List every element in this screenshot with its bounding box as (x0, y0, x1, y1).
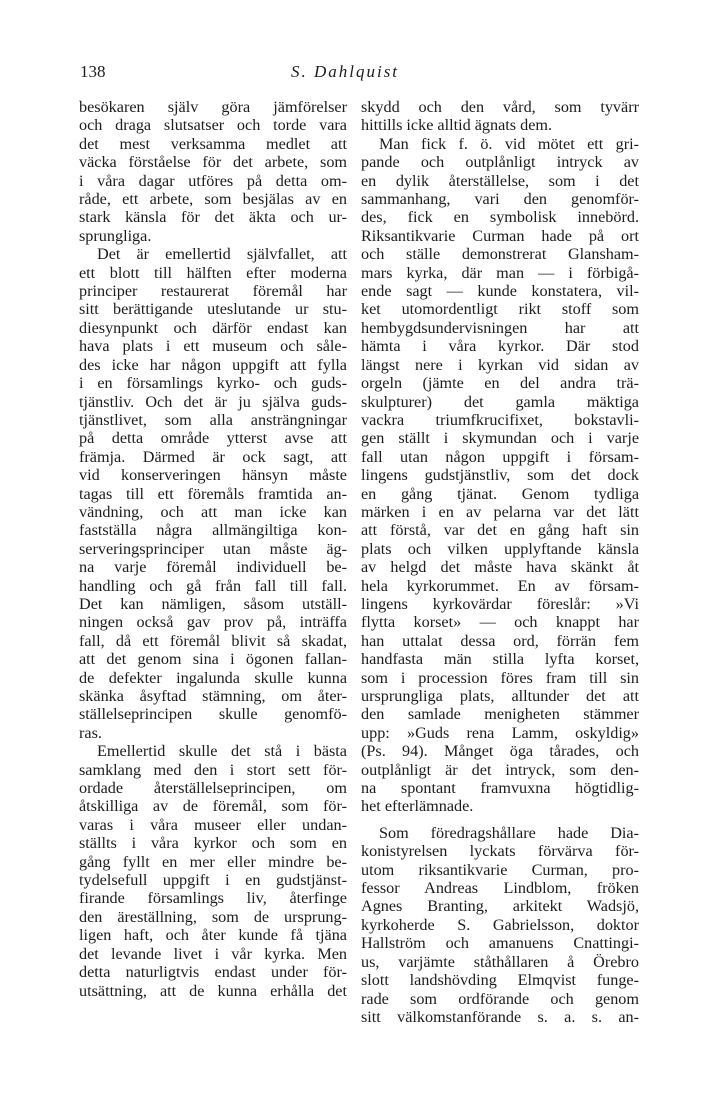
text-line: vid konserveringen hänsyn måste (79, 466, 347, 485)
text-line: i en församlings kyrko- och guds- (79, 374, 347, 393)
text-line: hava plats i ett museum och såle- (79, 337, 347, 356)
text-line: ordade återställelseprincipen, om (79, 779, 347, 798)
text-line: Hallström och amanuens Cnattingi- (361, 934, 639, 953)
text-line: ursprungliga plats, alltunder det att (361, 687, 639, 705)
text-line: ningen också gav prov på, inträffa (79, 613, 347, 632)
text-line: diesynpunkt och därför endast kan (79, 318, 347, 337)
text-line: sitt berättigande uteslutande ur stu- (79, 300, 347, 319)
text-line: märken i en av pelarna var det lätt (361, 502, 639, 521)
text-line: na spontant framvuxna högtidlig- (361, 779, 639, 798)
text-line: Riksantikvarie Curman hade på ort (361, 226, 639, 245)
text-line: outplånligt är det intryck, som den- (361, 760, 639, 779)
text-line: stark känsla för det äkta och ur- (79, 208, 347, 227)
text-line: Agnes Branting, arkitekt Wadsjö, (361, 897, 639, 916)
text-line: gång fyllt en mer eller mindre be- (79, 852, 347, 871)
text-line: utsättning, att de kunna erhålla det (79, 981, 347, 1000)
paragraph (79, 98, 347, 245)
text-line: av helgd det måste hava skänkt åt (361, 558, 639, 577)
text-line: (Ps. 94). Månget öga tårades, och (361, 742, 639, 761)
text-line: skulpturer) det gamla mäktiga (361, 392, 639, 411)
paragraph (361, 824, 639, 1026)
paragraph (79, 245, 347, 742)
right-column (361, 98, 639, 1026)
text-line: tjänstliv. Och det är ju själva guds- (79, 392, 347, 411)
text-line: skydd och den vård, som tyvärr (361, 98, 639, 116)
paragraph (361, 98, 639, 135)
text-line: samklang med den i stort sett för- (79, 760, 347, 779)
text-line: gen ställt i skymundan och i varje (361, 429, 639, 448)
text-line: Det är emellertid självfallet, att (97, 245, 347, 264)
text-line: principer restaurerat föremål har (79, 282, 347, 301)
paragraph-gap (361, 816, 639, 824)
text-line: en dylik återställelse, som i det (361, 171, 639, 190)
text-line: lingens kyrkovärdar föreslår: »Vi (361, 594, 639, 613)
text-line: detta naturligtvis endast under för- (79, 963, 347, 982)
text-line: väcka förståelse för det arbete, som (79, 153, 347, 172)
text-line: hämta i våra kyrkor. Där stod (361, 337, 639, 356)
text-line: orgeln (jämte en del andra trä- (361, 374, 639, 393)
running-head: S. Dahlquist (290, 62, 400, 81)
text-line: besökaren själv göra jämförelser (79, 98, 347, 116)
text-line: i våra dagar utföres på detta om- (79, 171, 347, 190)
text-line: us, varjämte ståthållaren å Örebro (361, 952, 639, 971)
text-line: och ställe demonstrerat Glansham- (361, 245, 639, 264)
text-line: plats och vilken upplyftande känsla (361, 539, 639, 558)
text-line: pande och outplånligt intryck av (361, 153, 639, 172)
text-line: handling och gå från fall till fall. (79, 576, 347, 595)
text-line: slott landshövding Elmqvist funge- (361, 971, 639, 990)
text-line: åtskilliga av de föremål, som för- (79, 797, 347, 816)
text-line: längst nere i kyrkan vid sidan av (361, 355, 639, 374)
text-line: främja. Därmed är ock sagt, att (79, 447, 347, 466)
text-line: fastställa några allmängiltiga kon- (79, 521, 347, 540)
text-line: fessor Andreas Lindblom, fröken (361, 879, 639, 898)
text-line: handfasta män stilla lyfta korset, (361, 650, 639, 669)
text-line: den äreställning, som de ursprung- (79, 907, 347, 926)
text-line: na varje föremål individuell be- (79, 558, 347, 577)
text-line: och draga slutsatser och torde vara (79, 116, 347, 135)
text-line: skänka åsyftad stämning, om åter- (79, 687, 347, 705)
text-line: upp: »Guds rena Lamm, oskyldig» (361, 723, 639, 742)
text-line: sitt välkomstanförande s. a. s. an- (361, 1007, 639, 1026)
text-line: het efterlämnade. (361, 797, 474, 816)
text-line: det levande livet i vår kyrka. Men (79, 944, 347, 963)
text-line: kyrkoherde S. Gabrielsson, doktor (361, 915, 639, 934)
text-line: ras. (79, 723, 102, 742)
text-line: ende sagt — kunde konstatera, vil- (361, 282, 639, 301)
text-line: ket utomordentligt rikt stoff som (361, 300, 639, 319)
text-line: Som föredragshållare hade Dia- (379, 823, 639, 842)
text-line: des icke har någon uppgift att fylla (79, 355, 347, 374)
text-line: det mest verksamma medlet att (79, 134, 347, 153)
text-line: ställts i våra kyrkor och som en (79, 834, 347, 853)
text-line: tagas till ett föremåls framtida an- (79, 484, 347, 503)
text-line: flytta korset» — och knappt har (361, 613, 639, 632)
text-line: råde, ett arbete, som besjälas av en (79, 190, 347, 209)
text-line: de defekter ingalunda skulle kunna (79, 668, 347, 687)
text-line: fall utan någon uppgift i försam- (361, 447, 639, 466)
text-line: på detta område ytterst avse att (79, 429, 347, 448)
text-line: Emellertid skulle det stå i bästa (97, 742, 347, 761)
text-line: Det kan nämligen, såsom utställ- (79, 594, 347, 613)
text-line: mars kyrka, där man — i förbigå- (361, 263, 639, 282)
left-column (79, 98, 347, 1000)
text-line: rade som ordförande och genom (361, 989, 639, 1008)
text-line: han uttalat dessa ord, förrän fem (361, 631, 639, 650)
text-line: ett blott till hälften efter moderna (79, 263, 347, 282)
text-line: den samlade menigheten stämmer (361, 705, 639, 724)
text-line: hembygdsundervisningen har att (361, 318, 639, 337)
text-line: Man fick f. ö. vid mötet ett gri- (379, 134, 639, 153)
text-line: hela kyrkorummet. En av försam- (361, 576, 639, 595)
page-number: 138 (80, 62, 106, 81)
text-line: att förstå, var det en gång haft sin (361, 521, 639, 540)
text-line: tydelsefull uppgift i en gudstjänst- (79, 871, 347, 890)
text-line: en gång tjänat. Genom tydliga (361, 484, 639, 503)
paragraph (361, 135, 639, 816)
text-line: fall, då ett föremål blivit så skadat, (79, 631, 347, 650)
text-line: konistyrelsen lyckats förvärva för- (361, 842, 639, 861)
text-line: sammanhang, vari den genomför- (361, 190, 639, 209)
text-line: lingens gudstjänstliv, som det dock (361, 466, 639, 485)
text-line: vändning, och att man icke kan (79, 502, 347, 521)
paragraph (79, 742, 347, 1000)
text-line: firande församlings liv, återfinge (79, 889, 347, 908)
text-line: att det genom sina i ögonen fallan- (79, 650, 347, 669)
text-line: varas i våra museer eller undan- (79, 815, 347, 834)
text-line: ställelseprincipen skulle genomfö- (79, 705, 347, 724)
text-line: utom riksantikvarie Curman, pro- (361, 860, 639, 879)
text-line: ligen haft, och åter kunde få tjäna (79, 926, 347, 945)
text-line: vackra triumfkrucifixet, bokstavli- (361, 410, 639, 429)
text-line: des, fick en symbolisk innebörd. (361, 208, 639, 227)
text-line: hittills icke alltid ägnats dem. (361, 116, 553, 135)
text-line: serveringsprinciper utan måste äg- (79, 539, 347, 558)
text-line: som i procession föres fram till sin (361, 668, 639, 687)
text-line: sprungliga. (79, 226, 152, 245)
text-line: tjänstlivet, som alla ansträngningar (79, 410, 347, 429)
